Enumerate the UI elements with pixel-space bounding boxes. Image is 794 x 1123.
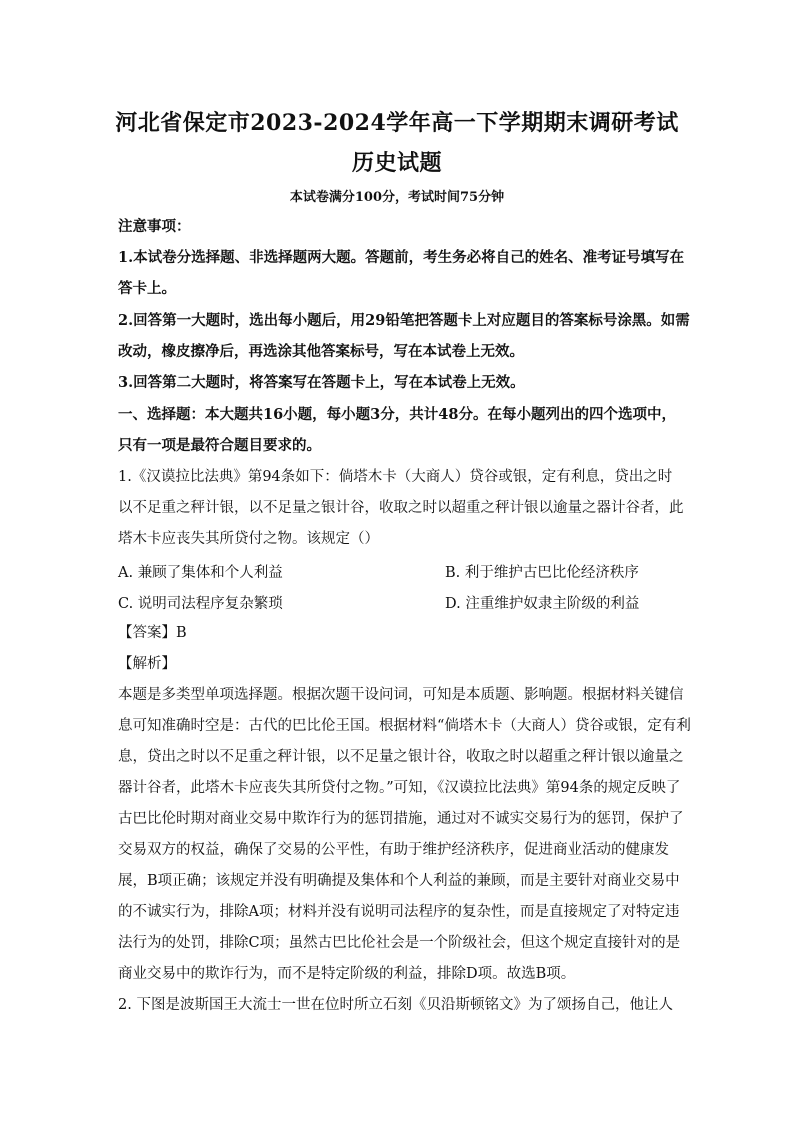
note-line: 2.回答第一大题时，选出每小题后，用29铅笔把答题卡上对应题目的答案标号涂黑。如需 [118,312,690,329]
notes-heading: 注意事项： [118,218,191,235]
note-line: 改动，橡皮擦净后，再选涂其他答案标号，写在本试卷上无效。 [118,343,524,360]
analysis-line: 器计谷者，此塔木卡应丧失其所贷付之物。”可知，《汉谟拉比法典》第94条的规定反映了 [118,780,681,796]
question-1-stem: 1.《汉谟拉比法典》第94条如下：倘塔木卡（大商人）贷谷或银，定有利息，贷出之时 [118,469,673,485]
question-1-stem: 以不足重之秤计银，以不足量之银计谷，收取之时以超重之秤计银以逾量之器计谷者，此 [118,500,684,516]
analysis-line: 法行为的处罚，排除C项；虽然古巴比伦社会是一个阶级社会，但这个规定直接针对的是 [118,935,681,951]
question-2-stem: 2. 下图是波斯国王大流士一世在位时所立石刻《贝沿斯顿铭文》为了颂扬自己，他让人 [118,997,673,1013]
option-b: B. 利于维护古巴比伦经济秩序 [445,565,639,581]
option-a: A. 兼顾了集体和个人利益 [118,565,283,581]
exam-info: 本试卷满分100分，考试时间75分钟 [289,190,505,205]
option-d: D. 注重维护奴隶主阶级的利益 [445,596,640,612]
subject-title: 历史试题 [351,150,442,176]
note-line: 3.回答第二大题时，将答案写在答题卡上，写在本试卷上无效。 [118,374,525,391]
note-line: 答卡上。 [118,280,176,297]
analysis-line: 本题是多类型单项选择题。根据次题干设问词，可知是本质题、影响题。根据材料关键信 [118,687,684,703]
section-heading: 一、选择题：本大题共16小题，每小题3分，共计48分。在每小题列出的四个选项中， [118,406,676,423]
option-c: C. 说明司法程序复杂繁琐 [118,596,283,612]
section-heading: 只有一项是最符合题目要求的。 [118,437,321,454]
analysis-line: 息可知准确时空是：古代的巴比伦王国。根据材料“倘塔木卡（大商人）贷谷或银，定有利 [118,718,691,734]
analysis-line: 古巴比伦时期对商业交易中欺诈行为的惩罚措施，通过对不诚实交易行为的惩罚，保护了 [118,811,684,827]
answer-label: 【答案】B [118,625,187,641]
analysis-heading: 【解析】 [118,656,176,672]
analysis-line: 交易双方的权益，确保了交易的公平性，有助于维护经济秩序，促进商业活动的健康发 [118,842,669,858]
note-line: 1.本试卷分选择题、非选择题两大题。答题前，考生务必将自己的姓名、准考证号填写在 [118,249,685,266]
analysis-line: 展，B项正确；该规定并没有明确提及集体和个人利益的兼顾，而是主要针对商业交易中 [118,873,680,889]
question-1-stem: 塔木卡应丧失其所贷付之物。该规定（） [118,531,379,547]
analysis-line: 息，贷出之时以不足重之秤计银，以不足量之银计谷，收取之时以超重之秤计银以逾量之 [118,749,684,765]
analysis-line: 的不诚实行为，排除A项；材料并没有说明司法程序的复杂性，而是直接规定了对特定违 [118,904,680,920]
exam-title: 河北省保定市2023-2024学年高一下学期期末调研考试 [115,110,679,136]
analysis-line: 商业交易中的欺诈行为，而不是特定阶级的利益，排除D项。故选B项。 [118,966,576,982]
